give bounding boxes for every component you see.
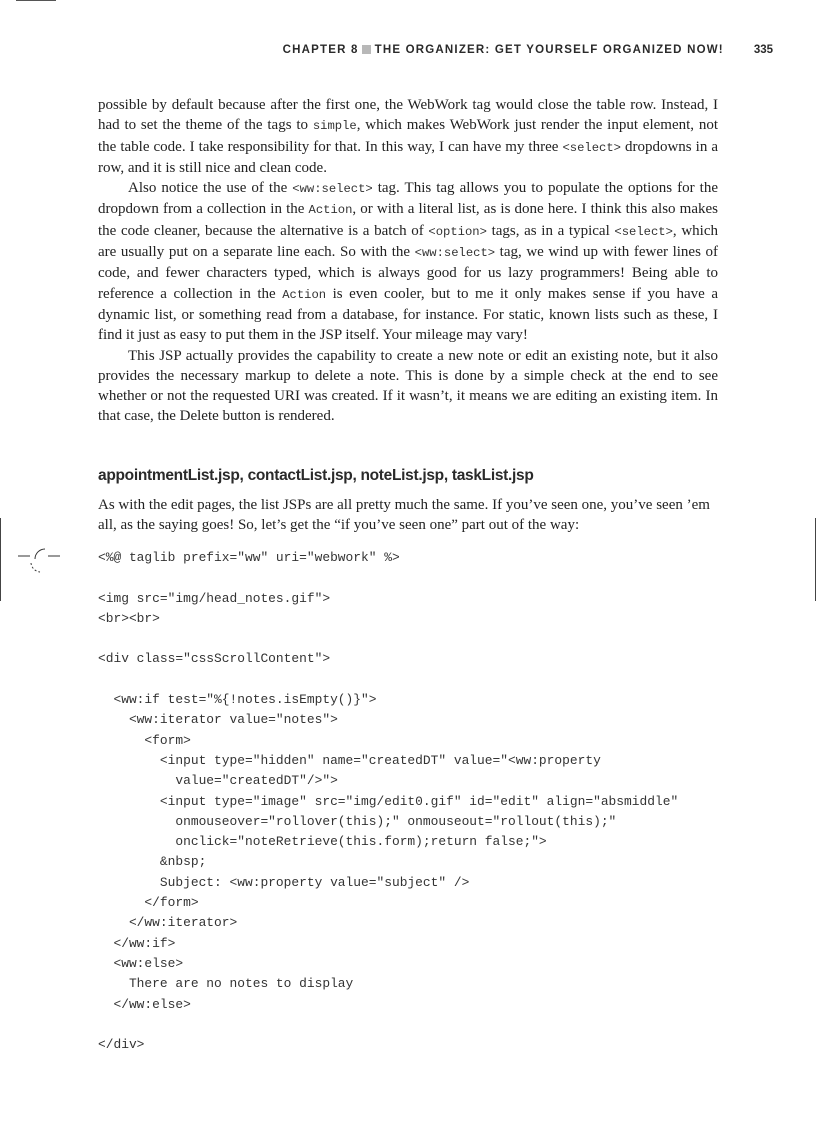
inline-code: <select> bbox=[614, 224, 673, 239]
section-heading: appointmentList.jsp, contactList.jsp, noteList.jsp, taskList.jsp bbox=[98, 467, 534, 484]
inline-code: <ww:select> bbox=[414, 246, 496, 261]
paragraph-text: possible by default because after the first one, the WebWork tag would close the table row. Instead, I had to set the theme of the tags to bbox=[98, 97, 718, 134]
inline-code: <option> bbox=[428, 224, 487, 239]
inline-code: simple bbox=[312, 119, 357, 134]
paragraph-text: is even cooler, but to me it only makes sense if you have a dynamic list, or something read from a database, for instance. For static, known lists such as these, I find it just as easy to put them in the JSP itself. Your mileage may vary! bbox=[98, 285, 718, 344]
paragraph-text: tag. This tag allows you to populate the options for the dropdown from a collection in the bbox=[98, 180, 718, 218]
paragraph-2 bbox=[98, 178, 718, 345]
chapter-label: CHAPTER 8 bbox=[282, 44, 359, 56]
page-number: 335 bbox=[753, 44, 773, 56]
registration-mark-icon bbox=[18, 548, 60, 574]
square-separator-icon bbox=[362, 45, 371, 54]
body-text bbox=[98, 95, 718, 427]
running-head bbox=[98, 44, 773, 56]
left-margin-bar bbox=[0, 518, 1, 601]
paragraph-text: dropdowns in a row, and it is still nice and clean code. bbox=[98, 138, 719, 176]
paragraph-text: Also notice the use of the bbox=[128, 180, 293, 197]
paragraph-text: tags, as in a typical bbox=[486, 222, 615, 239]
inline-code: Action bbox=[282, 287, 327, 302]
code-listing: <%@ taglib prefix="ww" uri="webwork" %> <img src="img/head_notes.gif"> <br><br> <div class="cssScrollContent"> <ww:if test="%{!notes.isEmpty()}"> <ww:iterator value="notes"> <form> <input type="hidden" name="createdDT" value="<ww:property value="createdDT"/>"> <input type="image" src="img/edit0.gif" id="edit" align="absmiddle" onmouseover="rollover(this);" onmouseout="rollout(this);" onclick="noteRetrieve(this.form);return false;"> &nbsp; Subject: <ww:property value="subject" /> </form> </ww:iterator> </ww:if> <ww:else> There are no notes to display </ww:else> </div> bbox=[98, 550, 679, 1053]
paragraph-text: , or with a literal list, as is done here. I think this also makes the code cleaner, because the alternative is a batch of bbox=[98, 201, 718, 239]
paragraph-text: tag, we wind up with fewer lines of code, and fewer characters typed, which is always good for us lazy programmers! Being able to reference a collection in the bbox=[98, 244, 718, 302]
inline-code: <ww:select> bbox=[292, 182, 373, 197]
top-corner-rule bbox=[16, 0, 56, 1]
chapter-title: THE ORGANIZER: GET YOURSELF ORGANIZED NOW! bbox=[374, 44, 724, 56]
section-intro-paragraph: As with the edit pages, the list JSPs are all pretty much the same. If you’ve seen one, you’ve seen ’em all, as the saying goes! So, let’s get the “if you’ve seen one” part out of the way: bbox=[98, 497, 710, 534]
paragraph-1 bbox=[98, 95, 718, 178]
inline-code: <select> bbox=[562, 140, 621, 155]
paragraph-3: This JSP actually provides the capability to create a new note or edit an existing note, but it also provides the necessary markup to delete a note. This is done by a simple check at the end to see whether or not the requested URI was created. If it wasn’t, it means we are editing an existing item. In that case, the Delete button is rendered. bbox=[98, 347, 718, 425]
inline-code: Action bbox=[308, 203, 353, 218]
paragraph-text: , which makes WebWork just render the input element, not the table code. I take responsibility for that. In this way, I can have my three bbox=[98, 117, 718, 155]
paragraph-text: , which are usually put on a separate line each. So with the bbox=[98, 222, 718, 261]
